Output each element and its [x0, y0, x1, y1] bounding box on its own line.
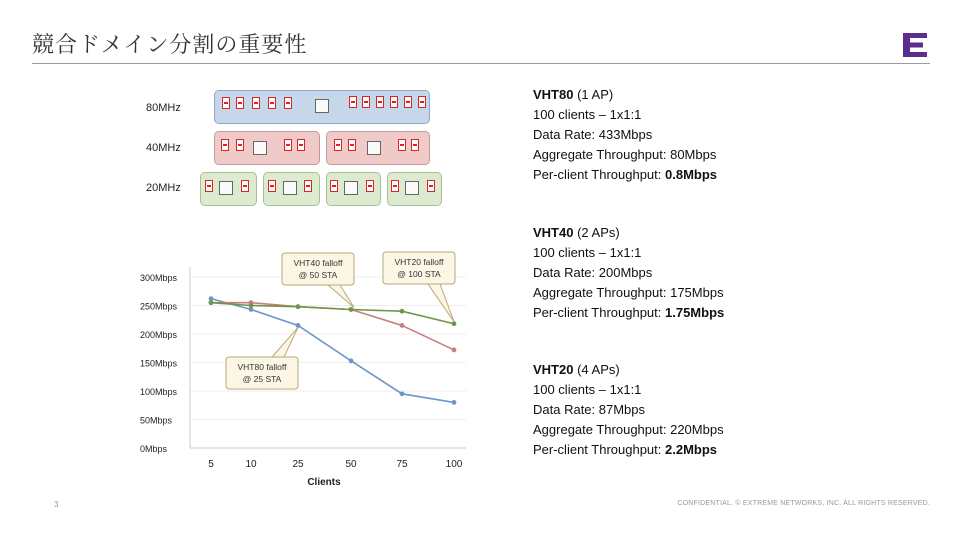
- title-divider: [32, 63, 930, 64]
- x-axis-label: Clients: [307, 477, 341, 488]
- client-device-icon: [362, 96, 370, 108]
- client-device-icon: [427, 180, 435, 192]
- spec-aggregate: Aggregate Throughput: 80Mbps: [533, 147, 717, 162]
- callout-text: VHT80 falloff: [237, 362, 287, 372]
- series-line: [211, 303, 454, 350]
- client-device-icon: [284, 97, 292, 109]
- throughput-chart: [138, 248, 478, 493]
- access-point-icon: [405, 181, 419, 195]
- client-device-icon: [390, 96, 398, 108]
- client-device-icon: [334, 139, 342, 151]
- data-point: [249, 303, 254, 308]
- y-tick-label: 100Mbps: [140, 387, 178, 397]
- confidential-notice: CONFIDENTIAL. © EXTREME NETWORKS, INC. ALL RIGHTS RESERVED.: [677, 500, 930, 507]
- client-device-icon: [241, 180, 249, 192]
- callout-text: VHT40 falloff: [293, 258, 343, 268]
- y-tick-label: 150Mbps: [140, 358, 178, 369]
- band-label-40mhz: 40MHz: [146, 142, 181, 154]
- data-point: [296, 304, 301, 309]
- callout-text: @ 100 STA: [397, 269, 441, 279]
- client-device-icon: [221, 139, 229, 151]
- spec-heading-suffix: (1 AP): [573, 87, 614, 102]
- data-point: [400, 323, 405, 328]
- spec-heading-suffix: (2 APs): [573, 225, 620, 240]
- callout-pointer: [328, 285, 354, 307]
- band-label-80mhz: 80MHz: [146, 102, 181, 114]
- data-point: [209, 300, 214, 305]
- spec-per-client-value: 2.2Mbps: [665, 442, 718, 457]
- y-tick-labels: [140, 273, 178, 454]
- client-device-icon: [330, 180, 338, 192]
- client-device-icon: [205, 180, 213, 192]
- callout-text: VHT20 falloff: [394, 257, 444, 267]
- client-device-icon: [304, 180, 312, 192]
- callout-text: @ 50 STA: [298, 270, 338, 280]
- client-device-icon: [376, 96, 384, 108]
- x-tick-label: 100: [445, 459, 463, 470]
- client-device-icon: [404, 96, 412, 108]
- spec-heading: VHT40: [533, 225, 574, 240]
- client-device-icon: [236, 97, 244, 109]
- data-point: [296, 323, 301, 328]
- client-device-icon: [418, 96, 426, 108]
- access-point-icon: [344, 181, 358, 195]
- x-tick-label: 25: [292, 459, 304, 470]
- x-tick-label: 75: [396, 459, 408, 470]
- data-point: [349, 358, 354, 363]
- client-device-icon: [366, 180, 374, 192]
- spec-heading: VHT80: [533, 87, 574, 102]
- band-label-20mhz: 20MHz: [146, 182, 181, 194]
- client-device-icon: [348, 139, 356, 151]
- spec-heading-suffix: (4 APs): [573, 362, 620, 377]
- client-device-icon: [398, 139, 406, 151]
- spec-clients: 100 clients – 1x1:1: [533, 245, 642, 260]
- x-tick-label: 10: [245, 459, 257, 470]
- x-tick-label: 5: [208, 459, 214, 470]
- client-device-icon: [252, 97, 260, 109]
- spec-heading: VHT20: [533, 362, 574, 377]
- spec-data-rate: Data Rate: 87Mbps: [533, 402, 646, 417]
- spec-block-vht80: [533, 85, 717, 185]
- data-point: [452, 348, 457, 353]
- client-device-icon: [222, 97, 230, 109]
- slide-title: 競合ドメイン分割の重要性: [32, 33, 308, 58]
- access-point-icon: [219, 181, 233, 195]
- data-point: [452, 400, 457, 405]
- spec-per-client-value: 1.75Mbps: [665, 305, 725, 320]
- access-point-icon: [315, 99, 329, 113]
- chart-annotations: [226, 252, 455, 389]
- spec-aggregate: Aggregate Throughput: 220Mbps: [533, 422, 724, 437]
- x-tick-label: 50: [345, 459, 357, 470]
- client-device-icon: [284, 139, 292, 151]
- spec-clients: 100 clients – 1x1:1: [533, 107, 642, 122]
- spec-per-client-label: Per-client Throughput:: [533, 305, 665, 320]
- client-device-icon: [268, 180, 276, 192]
- y-tick-label: 300Mbps: [140, 273, 178, 283]
- callout-pointer: [428, 284, 454, 322]
- client-device-icon: [236, 139, 244, 151]
- y-tick-label: 250Mbps: [140, 301, 178, 312]
- spec-block-vht40: [533, 223, 724, 323]
- data-point: [400, 391, 405, 396]
- client-device-icon: [297, 139, 305, 151]
- data-point: [452, 321, 457, 326]
- callout: [226, 327, 298, 389]
- callout: [282, 253, 354, 307]
- spec-data-rate: Data Rate: 433Mbps: [533, 127, 653, 142]
- client-device-icon: [349, 96, 357, 108]
- callout-pointer: [272, 327, 298, 357]
- access-point-icon: [283, 181, 297, 195]
- access-point-icon: [367, 141, 381, 155]
- spec-aggregate: Aggregate Throughput: 175Mbps: [533, 285, 724, 300]
- y-tick-label: 0Mbps: [140, 444, 168, 454]
- client-device-icon: [268, 97, 276, 109]
- data-point: [349, 307, 354, 312]
- spec-clients: 100 clients – 1x1:1: [533, 382, 642, 397]
- spec-data-rate: Data Rate: 200Mbps: [533, 265, 653, 280]
- client-device-icon: [391, 180, 399, 192]
- x-tick-labels: [208, 459, 463, 470]
- y-tick-label: 200Mbps: [140, 330, 178, 340]
- extreme-logo-icon: [903, 33, 927, 57]
- y-tick-label: 50Mbps: [140, 415, 173, 426]
- page-number: 3: [54, 500, 59, 509]
- spec-per-client-label: Per-client Throughput:: [533, 442, 665, 457]
- data-point: [400, 309, 405, 314]
- client-device-icon: [411, 139, 419, 151]
- spec-per-client-label: Per-client Throughput:: [533, 167, 665, 182]
- access-point-icon: [253, 141, 267, 155]
- callout-text: @ 25 STA: [242, 374, 282, 384]
- spec-per-client-value: 0.8Mbps: [665, 167, 718, 182]
- spec-block-vht20: [533, 360, 724, 460]
